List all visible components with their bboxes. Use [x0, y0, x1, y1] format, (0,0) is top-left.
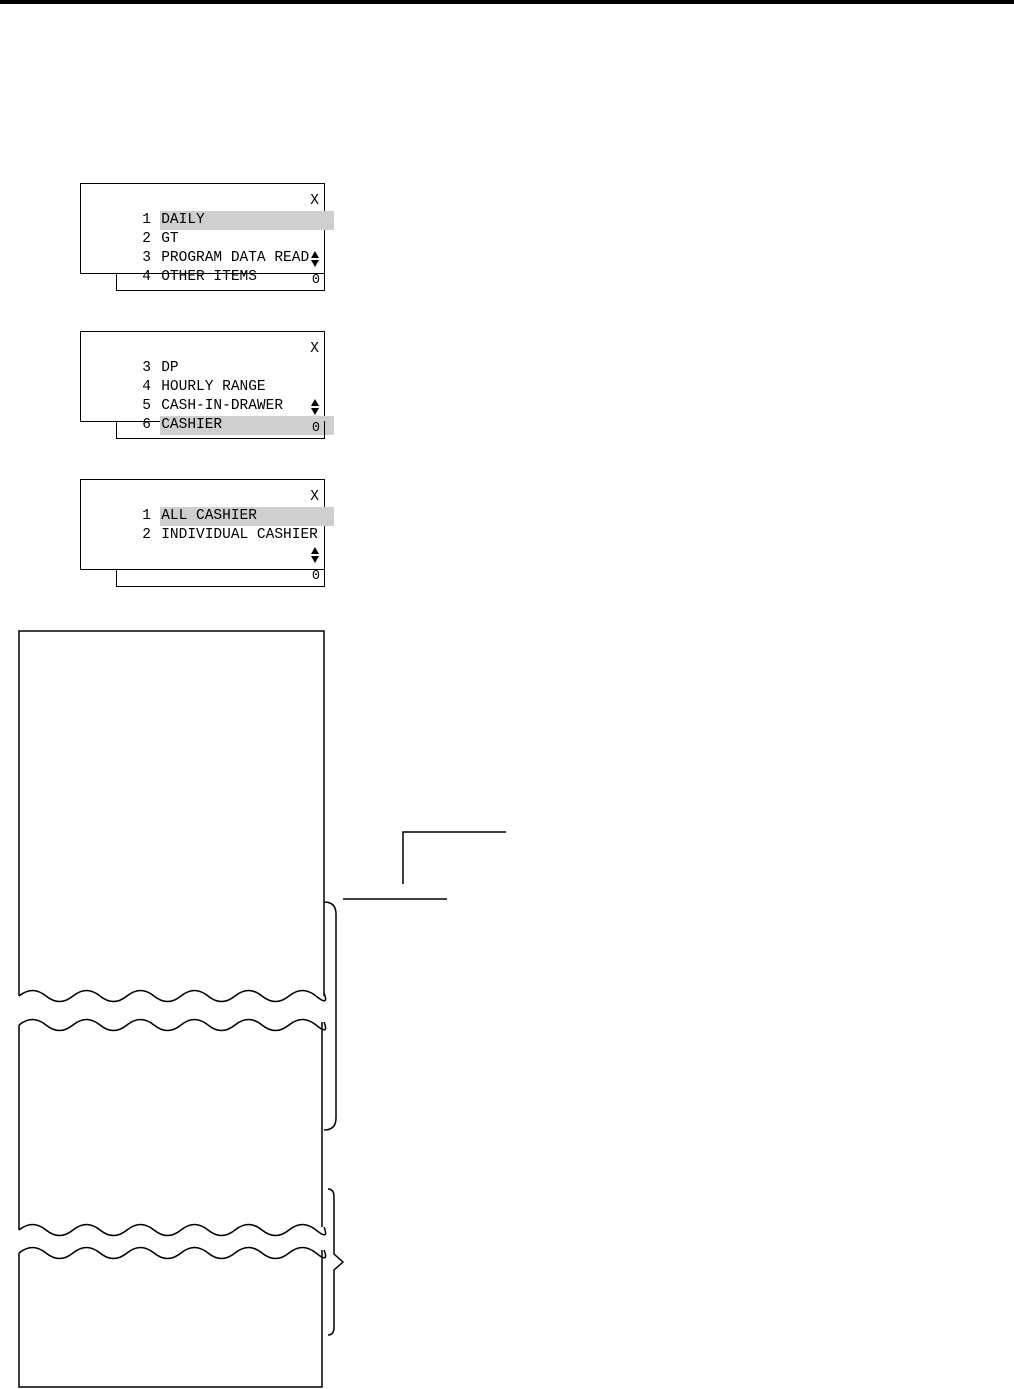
menu-item-number: 3 [142, 360, 151, 376]
menu-item-label: INDIVIDUAL CASHIER [161, 527, 318, 543]
menu-item-label: CASH-IN-DRAWER [161, 398, 284, 414]
brace [324, 902, 336, 1130]
entry-counter: 0 [116, 421, 325, 439]
menu-item-label: CASHIER [160, 416, 334, 435]
menu-item-number: 2 [142, 527, 151, 543]
menu-item-label: DP [161, 360, 179, 376]
tear-line [19, 1020, 326, 1031]
menu-item-label: OTHER ITEMS [161, 269, 257, 285]
menu-item-number: 2 [142, 231, 151, 247]
menu-item-label: GT [161, 231, 179, 247]
entry-counter: 0 [116, 569, 325, 587]
menu-item-label: PROGRAM DATA READ [161, 250, 310, 266]
tear-line [19, 1248, 326, 1259]
entry-counter: 0 [116, 273, 325, 291]
receipt-section-1 [19, 631, 324, 996]
tear-line [19, 1225, 326, 1236]
mode-indicator: X [310, 489, 319, 505]
menu-item-label: DAILY [160, 211, 334, 230]
menu-item-number: 6 [142, 417, 151, 433]
menu-item-number: 1 [142, 508, 151, 524]
menu-item-number: 5 [142, 398, 151, 414]
receipt-section-2 [19, 1022, 322, 1230]
callout-bracket [403, 832, 506, 884]
menu-item-label: HOURLY RANGE [161, 379, 266, 395]
tear-line [19, 991, 326, 1002]
menu-item-number: 1 [142, 212, 151, 228]
brace [328, 1189, 343, 1335]
receipt-section-3 [19, 1250, 322, 1387]
menu-item-number: 4 [142, 379, 151, 395]
mode-indicator: X [310, 193, 319, 209]
mode-indicator: X [310, 341, 319, 357]
menu-item-number: 4 [142, 269, 151, 285]
menu-item-label: ALL CASHIER [160, 507, 334, 526]
menu-item-number: 3 [142, 250, 151, 266]
